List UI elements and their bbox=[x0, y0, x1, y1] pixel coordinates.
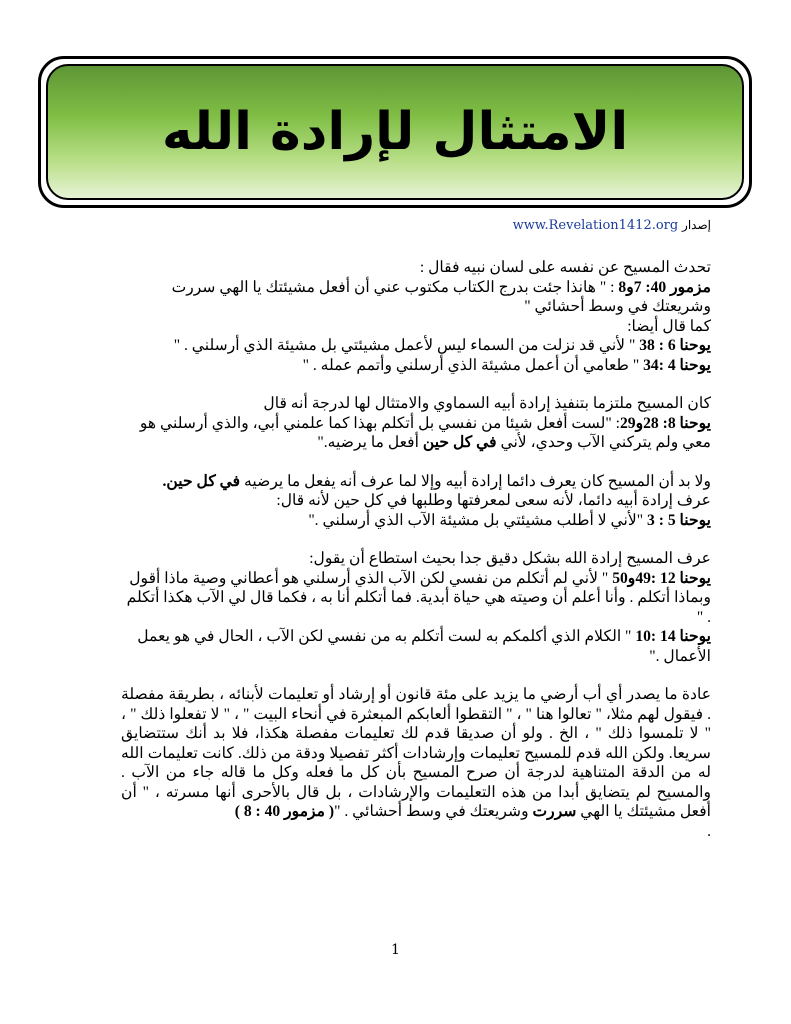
verse-john-12 bbox=[121, 569, 711, 628]
edition-line bbox=[0, 218, 711, 233]
verse-reference: ( مزمور 40 : 8 ) bbox=[234, 803, 335, 820]
paragraph-emphasis: سررت bbox=[532, 803, 577, 820]
page-title: الامتثال لإرادة الله bbox=[161, 102, 629, 162]
verse-john-6 bbox=[121, 336, 711, 356]
verse-emphasis: في كل حين bbox=[422, 434, 497, 451]
paragraph: كان المسيح ملتزما بتنفيذ إرادة أبيه السماوي والامتثال لها لدرجة أنه قال bbox=[263, 395, 711, 412]
paragraph: تحدث المسيح عن نفسه على لسان نبيه فقال : bbox=[419, 259, 711, 276]
verse-reference: يوحنا 12 :49و50 bbox=[612, 569, 711, 587]
verse-reference: يوحنا 4 :34 bbox=[643, 356, 711, 374]
verse-psalm-40 bbox=[121, 278, 711, 317]
page-number: 1 bbox=[391, 942, 400, 958]
verse-text: " لأني قد نزلت من السماء ليس لأعمل مشيئتي بل مشيئة الذي أرسلني . " bbox=[173, 337, 640, 354]
paragraph: كما قال أيضا: bbox=[627, 317, 711, 335]
verse-reference: يوحنا 8: 28و29 bbox=[620, 414, 711, 432]
paragraph-text: وشريعتك في وسط أحشائي . " bbox=[334, 803, 533, 820]
verse-text: : "لست أفعل شيئا من نفسي بل أتكلم بهذا كما علمني أبي، والذي أرسلني هو معي ولم يتركني الآب وحدي، لأني bbox=[139, 414, 711, 451]
verse-reference: يوحنا 14 :10 bbox=[635, 628, 711, 645]
paragraph-text: عادة ما يصدر أي أب أرضي ما يزيد على مئة قانون أو إرشاد أو تعليمات لأبنائه ، بطريقة مفصلة . فيقول لهم مثلا، " تعالوا هنا " ، " التقطوا ألعابكم المبعثرة في أنحاء البيت " ، " لا تفعلوا ذلك " ، " لا تلمسوا ذلك " ، الخ . ولو أن صديقا قدم لك تعليمات مفصلة هكذا، فلا بد أنك ستتضايق سريعا. ولكن الله قدم للمسيح تعليمات وإرشادات أكثر تفصيلا ودقة من ذلك. كانت تعليمات الله له من الدقة المتناهية لدرجة أن صرح المسيح بأن كل ما فعله وكل ما قاله جاء من الآب . والمسيح لم يتضايق أبدا من هذه التعليمات والإرشادات ، بل قال بالأحرى أنها مسرته ، " أن أفعل مشيئتك يا الهي bbox=[121, 686, 711, 820]
verse-john-8 bbox=[121, 414, 711, 453]
verse-text: : " هانذا جئت بدرج الكتاب مكتوب عني أن أفعل مشيئتك يا الهي سررت وشريعتك في وسط أحشائي " bbox=[171, 278, 711, 315]
edition-label: إصدار bbox=[682, 218, 711, 232]
closing-paragraph bbox=[121, 685, 711, 822]
verse-john-4 bbox=[121, 356, 711, 376]
website-link[interactable]: www.Revelation1412.org bbox=[512, 218, 679, 233]
paragraph-end-mark: . bbox=[707, 822, 711, 840]
verse-text: " طعامي أن أعمل مشيئة الذي أرسلني وأتمم عمله . " bbox=[302, 356, 644, 374]
verse-john-14 bbox=[121, 627, 711, 666]
verse-text: " الكلام الذي أكلمكم به لست أتكلم به من نفسي لكن الآب ، الحال في هو يعمل الأعمال ." bbox=[137, 628, 711, 665]
article-body bbox=[121, 258, 711, 841]
title-banner bbox=[38, 56, 752, 208]
verse-reference: يوحنا 6 : 38 bbox=[639, 337, 711, 354]
verse-reference: يوحنا 5 : 3 bbox=[647, 511, 711, 529]
paragraph: عرف المسيح إرادة الله بشكل دقيق جدا بحيث استطاع أن يقول: bbox=[309, 550, 711, 567]
verse-text: أفعل ما يرضيه." bbox=[317, 434, 423, 451]
verse-text: "لأني لا أطلب مشيئتي بل مشيئة الآب الذي أرسلني ." bbox=[308, 511, 648, 529]
verse-reference: مزمور 40: 7و8 bbox=[618, 278, 711, 296]
title-banner-inner bbox=[46, 64, 744, 200]
verse-text: " لأني لم أتكلم من نفسي لكن الآب الذي أرسلني هو أعطاني وصية ماذا أقول وبماذا أتكلم . وأنا أعلم أن وصيته هي حياة أبدية. فما أتكلم أنا به ، فكما قال لي الآب هكذا أتكلم . " bbox=[126, 569, 711, 626]
verse-john-5 bbox=[121, 511, 711, 531]
paragraph-text: ولا بد أن المسيح كان يعرف دائما إرادة أبيه وإلا لما عرف أنه يفعل ما يرضيه bbox=[240, 472, 711, 490]
paragraph bbox=[121, 472, 711, 492]
paragraph-emphasis: في كل حين. bbox=[162, 472, 241, 490]
paragraph: عرف إرادة أبيه دائما، لأنه سعى لمعرفتها وطلبها في كل حين لأنه قال: bbox=[276, 492, 711, 509]
